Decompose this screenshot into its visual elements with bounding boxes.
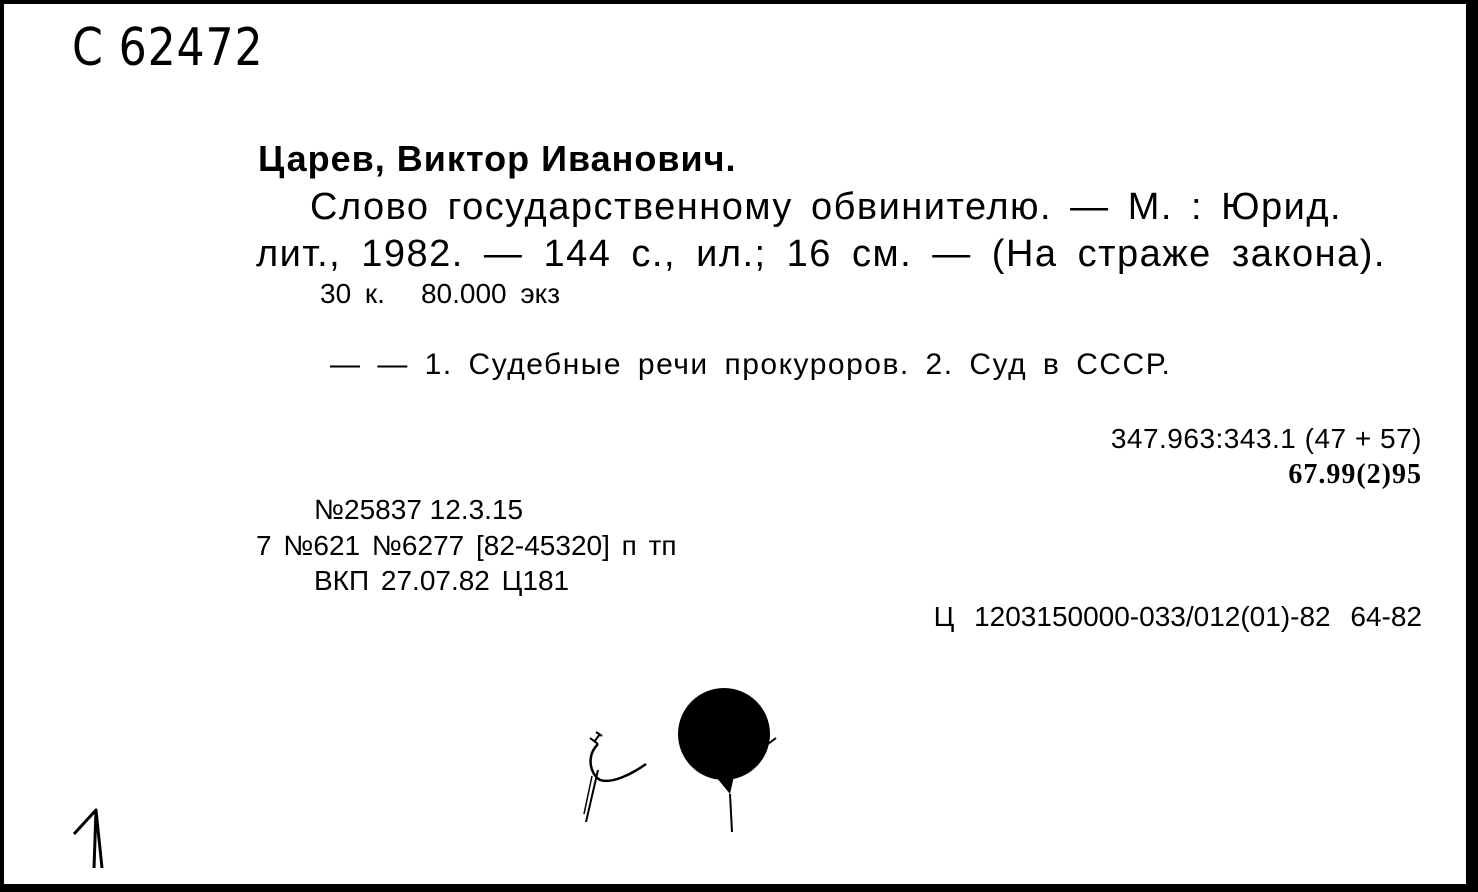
publisher-code: Ц 1203150000-033/012(01)-82 64-82 xyxy=(933,601,1422,632)
card-top-edge xyxy=(0,0,1478,4)
registry-line-3: ВКП 27.07.82 Ц181 xyxy=(314,565,570,596)
registry-line-2: 7 №621 №6277 [82-45320] п тп xyxy=(256,530,677,561)
price-line xyxy=(320,278,560,310)
author-heading: Царев, Виктор Иванович. xyxy=(258,138,737,179)
bbk-index: 67.99(2)95 xyxy=(1288,459,1422,490)
price: 30 к. xyxy=(320,278,385,309)
handwritten-number xyxy=(70,806,120,876)
title-line-1: Слово государственному обвинителю. — М. : Юрид. xyxy=(310,186,1343,228)
print-run: 80.000 экз xyxy=(420,278,561,309)
subject-headings: — — 1. Судебные речи прокуроров. 2. Суд в СССР. xyxy=(330,348,1172,381)
udc-index: 347.963:343.1 (47 + 57) xyxy=(1110,423,1422,454)
title-line-2: лит., 1982. — 144 с., ил.; 16 см. — (На страже закона). xyxy=(256,233,1386,275)
card-right-edge xyxy=(1466,0,1478,892)
card-left-edge xyxy=(0,0,4,892)
card-bottom-edge xyxy=(0,886,1478,892)
registry-line-1: №25837 12.3.15 xyxy=(314,494,524,525)
handwritten-mark xyxy=(576,730,656,830)
punch-hole xyxy=(672,684,782,834)
handwritten-call-number: С 62472 xyxy=(72,18,264,78)
